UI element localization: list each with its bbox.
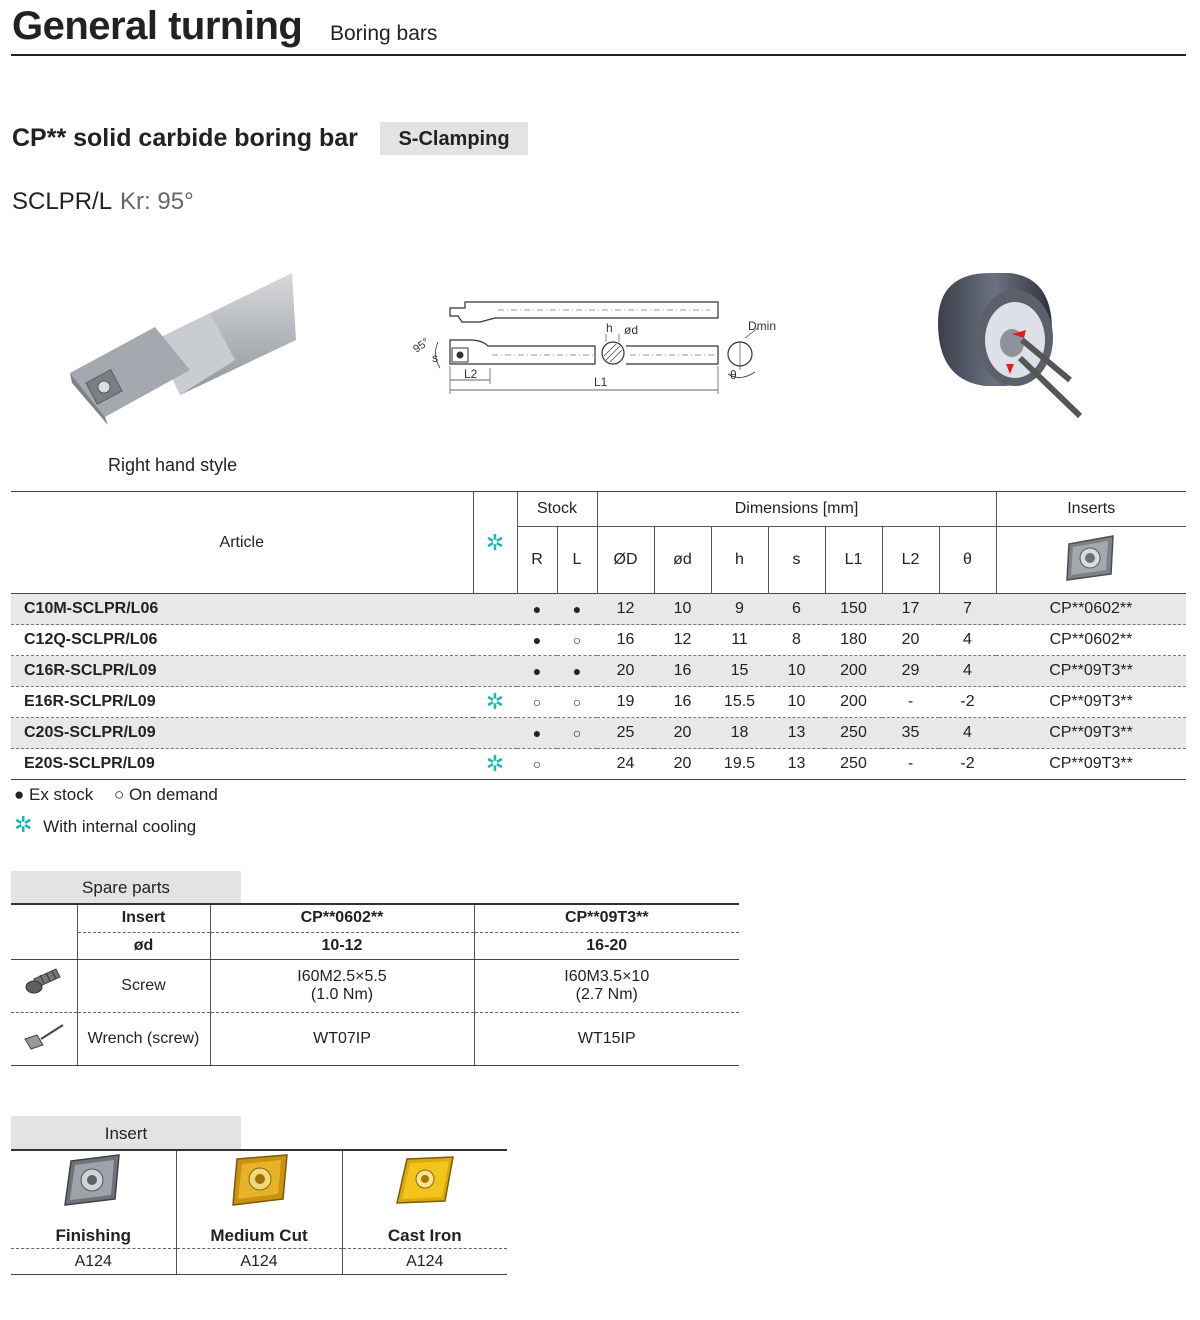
legend-cooling-text: With internal cooling (43, 817, 197, 836)
dim-bore: 20 (597, 656, 654, 687)
table-row (11, 687, 1186, 718)
table-row (11, 718, 1186, 749)
dim-l1: 250 (825, 749, 882, 780)
dim-shank: 10 (654, 594, 711, 625)
stock-l: ○ (557, 718, 597, 749)
dim-theta: 4 (939, 625, 996, 656)
insert-table (11, 1149, 507, 1275)
screw-a-spec: I60M2.5×5.5 (297, 967, 387, 985)
header-r: R (517, 527, 557, 594)
page-title: General turning (12, 4, 303, 48)
dim-l1: 200 (825, 656, 882, 687)
dim-s: 10 (768, 656, 825, 687)
spare-insert-b: CP**09T3** (474, 904, 739, 932)
article-code: C10M-SCLPR/L06 (11, 594, 473, 625)
stock-l: ● (557, 594, 597, 625)
legend-ex-stock: ● Ex stock (14, 785, 94, 804)
header-cooling-icon: ✲ (473, 492, 517, 594)
article-code: E16R-SCLPR/L09 (11, 687, 473, 718)
insert-label-cast-iron: Cast Iron (342, 1216, 507, 1249)
right-hand-caption: Right hand style (108, 455, 238, 475)
header-shank-diameter: ød (654, 527, 711, 594)
spare-parts-table (11, 903, 739, 1066)
spare-od-b: 16-20 (474, 932, 739, 959)
dim-s: 8 (768, 625, 825, 656)
dim-bore: 16 (597, 625, 654, 656)
stock-r: ○ (517, 749, 557, 780)
insert-code: CP**09T3** (996, 687, 1186, 718)
article-code: E20S-SCLPR/L09 (11, 749, 473, 780)
spare-od-a: 10-12 (210, 932, 474, 959)
dim-l2: - (882, 687, 939, 718)
header-bore-diameter: ØD (597, 527, 654, 594)
label-od: ød (624, 323, 639, 337)
insert-code: CP**09T3** (996, 656, 1186, 687)
dim-shank: 20 (654, 718, 711, 749)
dim-shank: 12 (654, 625, 711, 656)
dim-theta: -2 (939, 687, 996, 718)
insert-cast-iron-icon (393, 1151, 457, 1211)
insert-grade-cast-iron: A124 (342, 1249, 507, 1275)
header-theta: θ (939, 527, 996, 594)
table-row (11, 594, 1186, 625)
dimension-drawing (410, 290, 790, 405)
dim-l2: 29 (882, 656, 939, 687)
legend-stock (14, 785, 218, 805)
kr-angle: Kr: 95° (120, 188, 194, 215)
cooling-cell (473, 625, 517, 656)
insert-medium-cut-icon (227, 1151, 291, 1211)
insert-label-finishing: Finishing (11, 1216, 176, 1249)
screw-label: Screw (77, 959, 210, 1012)
header-s: s (768, 527, 825, 594)
dim-bore: 25 (597, 718, 654, 749)
dim-shank: 16 (654, 656, 711, 687)
spare-empty-cell (11, 904, 77, 959)
header-l2: L2 (882, 527, 939, 594)
wrench-icon-cell (11, 1012, 77, 1065)
header-dimensions: Dimensions [mm] (597, 492, 996, 527)
dim-shank: 16 (654, 687, 711, 718)
dim-l2: 35 (882, 718, 939, 749)
insert-code: CP**09T3** (996, 749, 1186, 780)
table-row (11, 749, 1186, 780)
variant-code: SCLPR/L (12, 188, 113, 215)
dim-h: 15.5 (711, 687, 768, 718)
article-code: C12Q-SCLPR/L06 (11, 625, 473, 656)
insert-medium-image (176, 1150, 342, 1216)
page-subtitle: Boring bars (330, 22, 438, 45)
insert-code: CP**0602** (996, 625, 1186, 656)
header-insert-image (996, 527, 1186, 594)
dim-l2: 17 (882, 594, 939, 625)
insert-finishing-icon (61, 1151, 125, 1211)
insert-code: CP**09T3** (996, 718, 1186, 749)
dim-h: 9 (711, 594, 768, 625)
stock-r: ● (517, 594, 557, 625)
header-h: h (711, 527, 768, 594)
dim-s: 13 (768, 749, 825, 780)
dim-theta: 4 (939, 718, 996, 749)
screw-b (474, 959, 739, 1012)
insert-grade-finishing: A124 (11, 1249, 176, 1275)
header-article: Article (219, 533, 264, 551)
table-row (11, 625, 1186, 656)
dim-h: 19.5 (711, 749, 768, 780)
stock-l: ● (557, 656, 597, 687)
label-dmin: Dmin (748, 319, 777, 333)
article-code: C20S-SCLPR/L09 (11, 718, 473, 749)
product-title: CP** solid carbide boring bar (12, 124, 358, 152)
dim-shank: 20 (654, 749, 711, 780)
header-l: L (557, 527, 597, 594)
label-l2: L2 (464, 367, 478, 381)
dim-l2: 20 (882, 625, 939, 656)
screw-b-spec: I60M3.5×10 (564, 967, 650, 985)
stock-r: ● (517, 625, 557, 656)
dim-h: 18 (711, 718, 768, 749)
screw-icon (22, 965, 66, 1001)
clamping-badge: S-Clamping (380, 122, 528, 155)
stock-r: ● (517, 656, 557, 687)
insert-finishing-image (11, 1150, 176, 1216)
screw-a-torque: (1.0 Nm) (310, 985, 374, 1003)
label-s: s (432, 351, 438, 365)
legend-on-demand: ○ On demand (113, 785, 218, 804)
screw-icon-cell (11, 959, 77, 1012)
cooling-cell: ✲ (473, 687, 517, 718)
spare-parts-title: Spare parts (11, 871, 241, 903)
dim-bore: 19 (597, 687, 654, 718)
stock-l: ○ (557, 687, 597, 718)
dim-s: 10 (768, 687, 825, 718)
workpiece-image (930, 268, 1100, 428)
insert-label-medium-cut: Medium Cut (176, 1216, 342, 1249)
dim-h: 15 (711, 656, 768, 687)
label-h: h (606, 321, 613, 335)
article-table (11, 491, 1186, 780)
cooling-icon: ✲ (14, 812, 33, 837)
header-stock: Stock (517, 492, 597, 527)
stock-l (557, 749, 597, 780)
dim-theta: 4 (939, 656, 996, 687)
dim-s: 13 (768, 718, 825, 749)
dim-h: 11 (711, 625, 768, 656)
spare-insert-a: CP**0602** (210, 904, 474, 932)
wrench-icon (21, 1021, 67, 1051)
cooling-cell (473, 718, 517, 749)
screw-b-torque: (2.7 Nm) (575, 985, 638, 1003)
insert-cast-iron-image (342, 1150, 507, 1216)
dim-l1: 200 (825, 687, 882, 718)
stock-r: ○ (517, 687, 557, 718)
label-l1: L1 (594, 375, 608, 389)
dim-bore: 12 (597, 594, 654, 625)
header-l1: L1 (825, 527, 882, 594)
spare-insert-label: Insert (77, 904, 210, 932)
label-95: 95° (411, 336, 432, 356)
dim-theta: -2 (939, 749, 996, 780)
dim-l2: - (882, 749, 939, 780)
stock-r: ● (517, 718, 557, 749)
insert-gray-icon (1061, 532, 1121, 584)
header-rule (11, 54, 1186, 56)
dim-s: 6 (768, 594, 825, 625)
dim-theta: 7 (939, 594, 996, 625)
cooling-cell (473, 656, 517, 687)
stock-l: ○ (557, 625, 597, 656)
insert-grade-medium-cut: A124 (176, 1249, 342, 1275)
wrench-label: Wrench (screw) (77, 1012, 210, 1065)
legend-cooling (14, 812, 197, 837)
screw-a (210, 959, 474, 1012)
header-inserts: Inserts (996, 492, 1186, 527)
wrench-a: WT07IP (210, 1012, 474, 1065)
variant-heading (12, 188, 194, 216)
wrench-b: WT15IP (474, 1012, 739, 1065)
article-code: C16R-SCLPR/L09 (11, 656, 473, 687)
cooling-cell: ✲ (473, 749, 517, 780)
cooling-cell (473, 594, 517, 625)
insert-code: CP**0602** (996, 594, 1186, 625)
boring-bar-image (60, 265, 310, 430)
label-theta: θ (730, 368, 737, 382)
spare-od-label: ød (77, 932, 210, 959)
dim-l1: 150 (825, 594, 882, 625)
dim-bore: 24 (597, 749, 654, 780)
table-row (11, 656, 1186, 687)
dim-l1: 250 (825, 718, 882, 749)
dim-l1: 180 (825, 625, 882, 656)
insert-section-title: Insert (11, 1116, 241, 1149)
